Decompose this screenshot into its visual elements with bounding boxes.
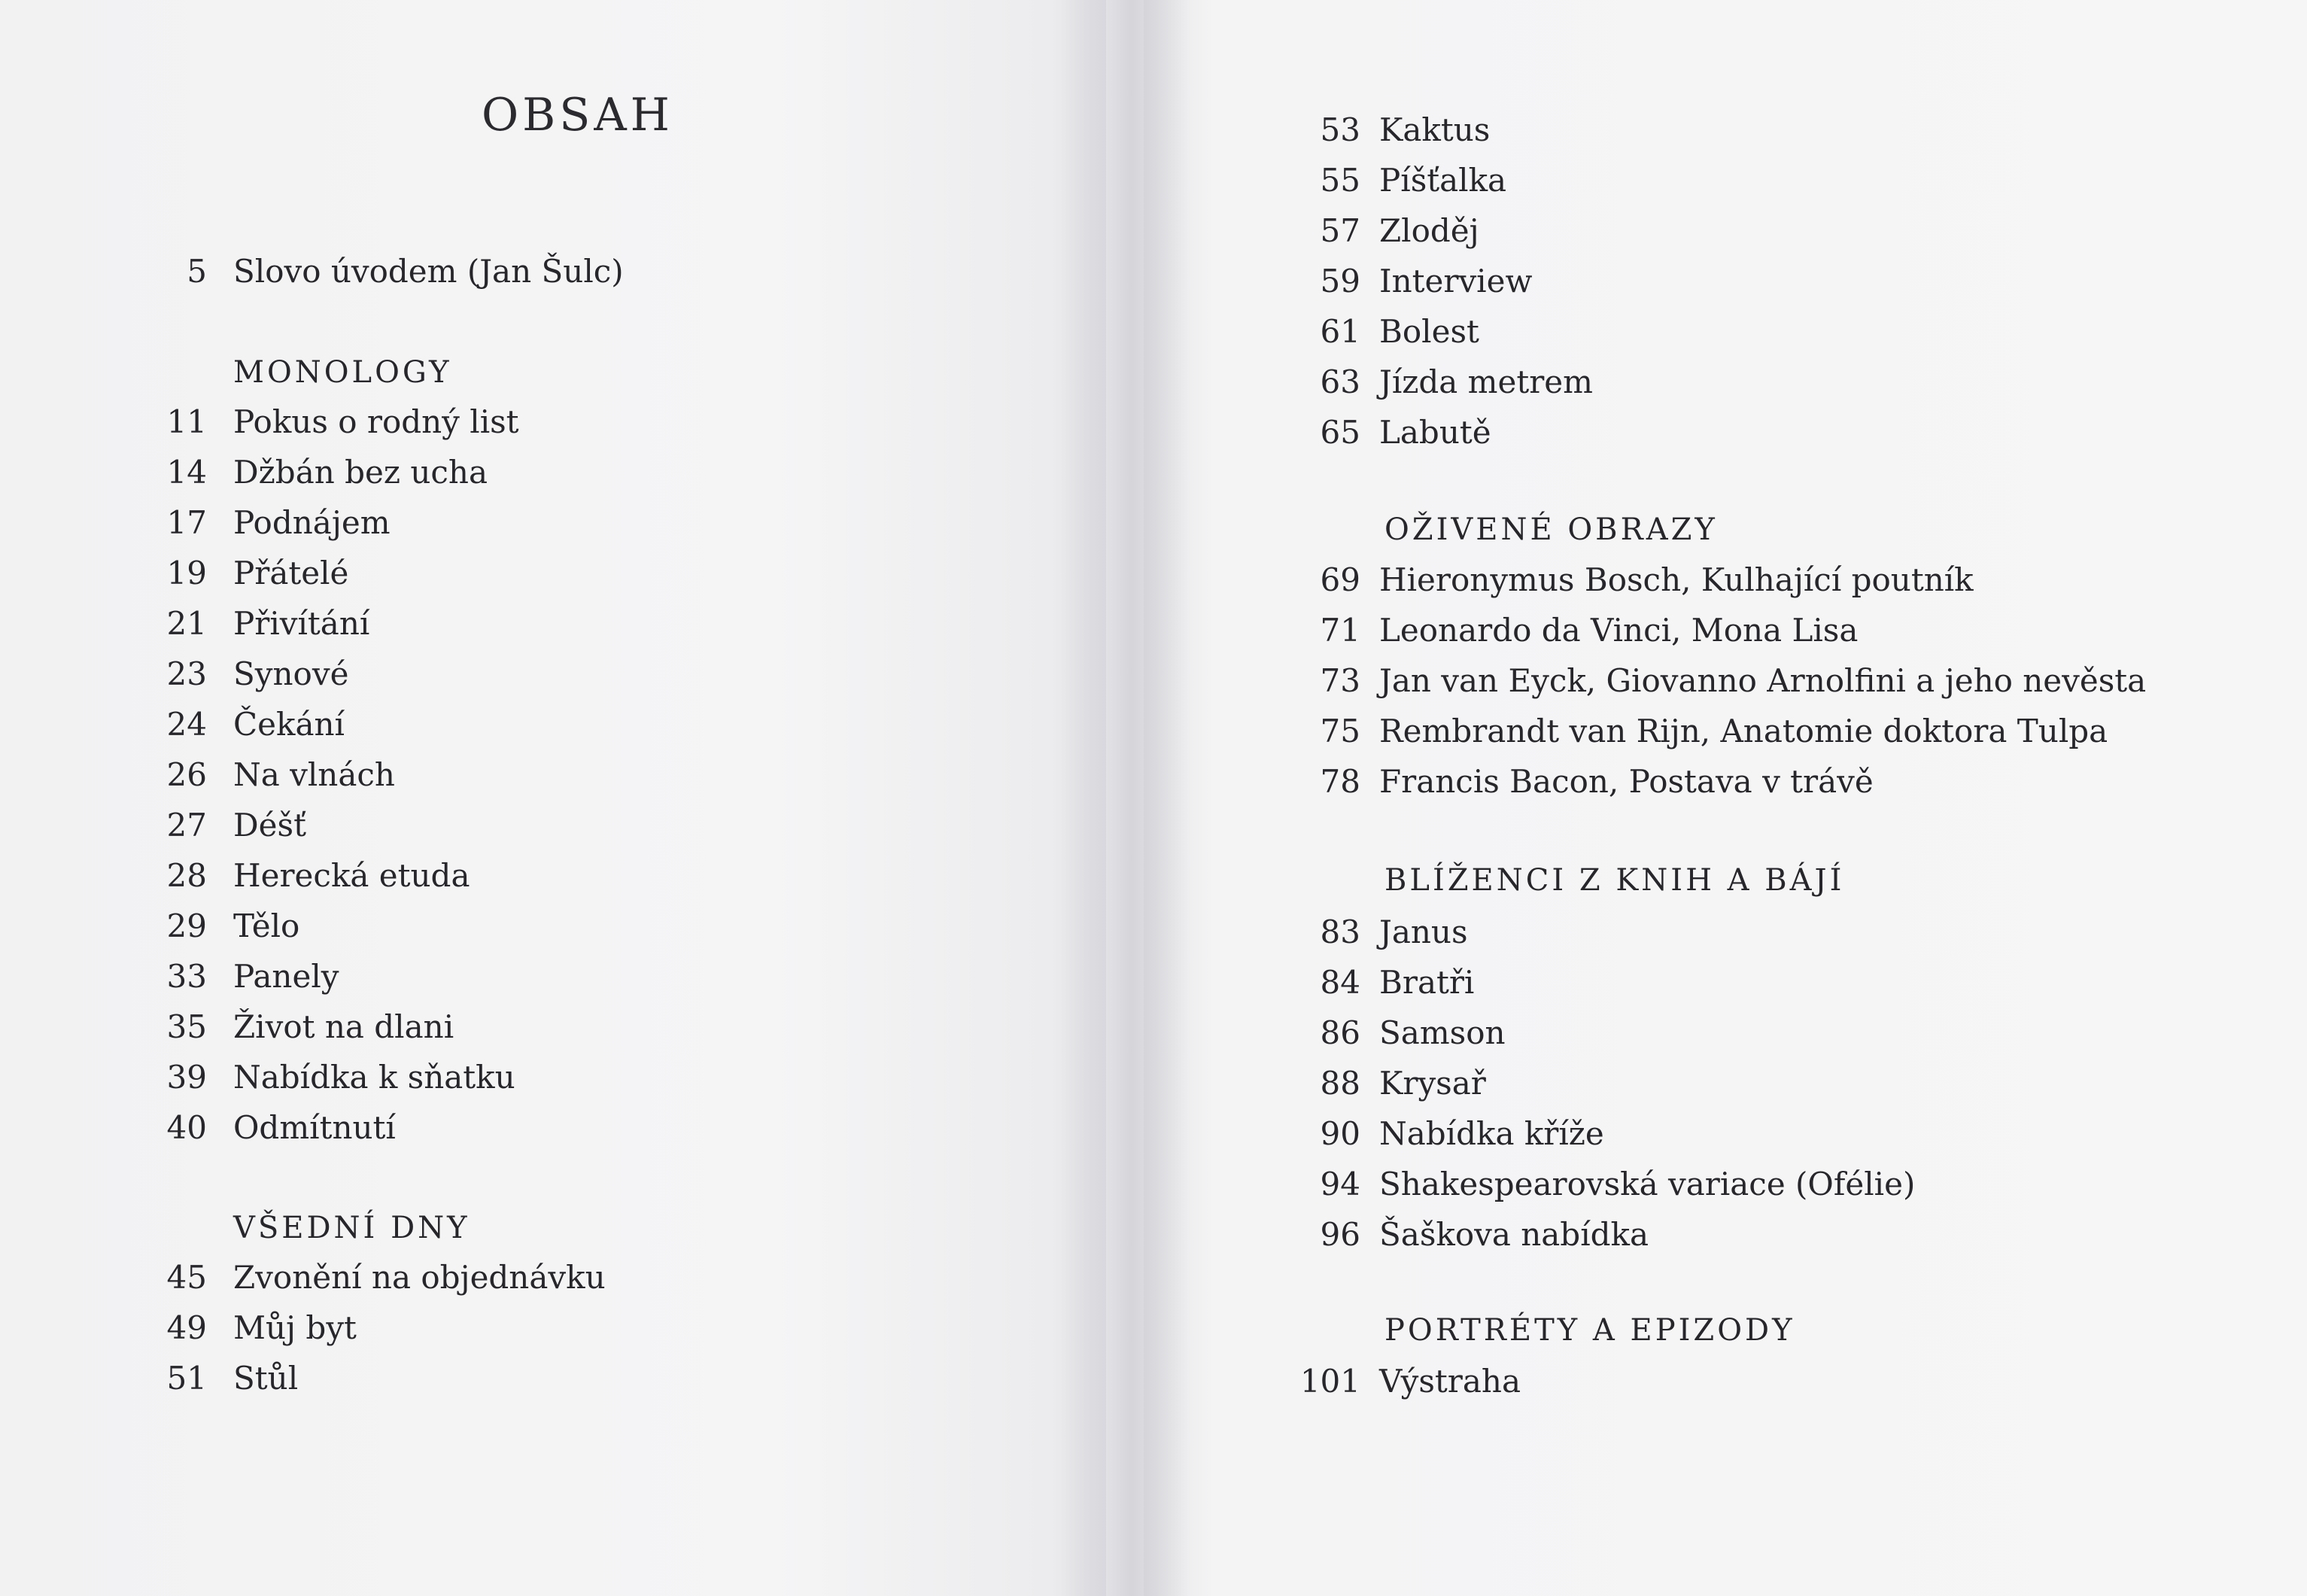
toc-entry-title: Zvonění na objednávku [233,1259,606,1296]
toc-page-number: 27 [166,807,207,844]
toc-page-number: 35 [166,1008,207,1045]
toc-entry-title: Píšťalka [1379,162,1507,199]
toc-page-number: 78 [1320,763,1360,800]
toc-page-number: 19 [166,555,207,591]
toc-entry-title: Podnájem [233,504,391,541]
toc-page-number: 55 [1320,162,1360,199]
toc-page-number: 23 [166,655,207,692]
toc-entry-title: Panely [233,958,339,995]
toc-page-number: 90 [1320,1115,1360,1152]
toc-entry-title: Jízda metrem [1379,363,1593,400]
toc-page-number: 53 [1320,111,1360,148]
toc-page-number: 84 [1320,964,1360,1001]
toc-section-heading: OŽIVENÉ OBRAZY [1385,512,1718,547]
toc-section-heading: MONOLOGY [233,355,452,390]
toc-entry-title: Přivítání [233,605,370,642]
page-title: OBSAH [481,89,674,141]
toc-entry-title: Hieronymus Bosch, Kulhající poutník [1379,561,1974,598]
toc-page-number: 61 [1320,313,1360,350]
toc-entry-title: Bratři [1379,964,1475,1001]
toc-entry-title: Život na dlani [233,1008,454,1045]
toc-entry-title: Kaktus [1379,111,1491,148]
toc-entry-title: Výstraha [1379,1363,1521,1400]
toc-entry-title: Tělo [233,907,300,944]
toc-page-number: 26 [166,756,207,793]
toc-page-number: 65 [1320,414,1360,451]
toc-entry-title: Pokus o rodný list [233,403,519,440]
toc-page-number: 33 [166,958,207,995]
toc-entry-title: Krysař [1379,1065,1486,1102]
toc-entry-title: Můj byt [233,1309,357,1346]
toc-page-number: 86 [1320,1014,1360,1051]
toc-page-number: 88 [1320,1065,1360,1102]
toc-page-number: 45 [166,1259,207,1296]
toc-page-number: 5 [187,253,207,290]
toc-entry-title: Šaškova nabídka [1379,1216,1649,1253]
toc-entry-title: Samson [1379,1014,1506,1051]
toc-section-heading: BLÍŽENCI Z KNIH A BÁJÍ [1385,863,1845,898]
toc-entry-title: Džbán bez ucha [233,454,488,491]
toc-page-number: 21 [166,605,207,642]
toc-page-number: 73 [1320,662,1360,699]
toc-page-number: 17 [166,504,207,541]
toc-page-number: 101 [1299,1363,1360,1400]
toc-section-heading: PORTRÉTY A EPIZODY [1385,1313,1795,1348]
toc-page-number: 24 [166,706,207,743]
toc-entry-title: Přátelé [233,555,349,591]
toc-entry-title: Bolest [1379,313,1479,350]
toc-entry-title: Stůl [233,1360,299,1397]
toc-entry-title: Jan van Eyck, Giovanno Arnolfini a jeho nevěsta [1379,662,2147,699]
toc-entry-title: Leonardo da Vinci, Mona Lisa [1379,612,1859,649]
toc-entry-title: Slovo úvodem (Jan Šulc) [233,253,624,290]
toc-entry-title: Interview [1379,263,1533,299]
toc-page-number: 29 [166,907,207,944]
toc-page-number: 83 [1320,914,1360,950]
toc-page-number: 11 [166,403,207,440]
toc-entry-title: Zloděj [1379,212,1479,249]
toc-entry-title: Na vlnách [233,756,395,793]
toc-entry-title: Shakespearovská variace (Ofélie) [1379,1166,1916,1202]
toc-page-number: 51 [166,1360,207,1397]
toc-page-number: 14 [166,454,207,491]
toc-entry-title: Rembrandt van Rijn, Anatomie doktora Tulpa [1379,713,2108,749]
toc-page-number: 71 [1320,612,1360,649]
toc-page-number: 63 [1320,363,1360,400]
toc-page-number: 57 [1320,212,1360,249]
toc-entry-title: Déšť [233,807,306,844]
toc-entry-title: Janus [1379,914,1468,950]
toc-page-number: 96 [1320,1216,1360,1253]
toc-page-number: 59 [1320,263,1360,299]
toc-entry-title: Odmítnutí [233,1109,396,1146]
toc-entry-title: Čekání [233,706,345,743]
toc-page-number: 94 [1320,1166,1360,1202]
toc-page-number: 75 [1320,713,1360,749]
toc-entry-title: Francis Bacon, Postava v trávě [1379,763,1874,800]
toc-page-number: 49 [166,1309,207,1346]
toc-section-heading: VŠEDNÍ DNY [233,1211,470,1245]
toc-page-number: 69 [1320,561,1360,598]
toc-page-number: 39 [166,1059,207,1096]
toc-entry-title: Herecká etuda [233,857,470,894]
toc-page-number: 40 [166,1109,207,1146]
toc-entry-title: Labutě [1379,414,1491,451]
toc-entry-title: Nabídka k sňatku [233,1059,515,1096]
toc-entry-title: Synové [233,655,349,692]
toc-entry-title: Nabídka kříže [1379,1115,1604,1152]
toc-page-number: 28 [166,857,207,894]
